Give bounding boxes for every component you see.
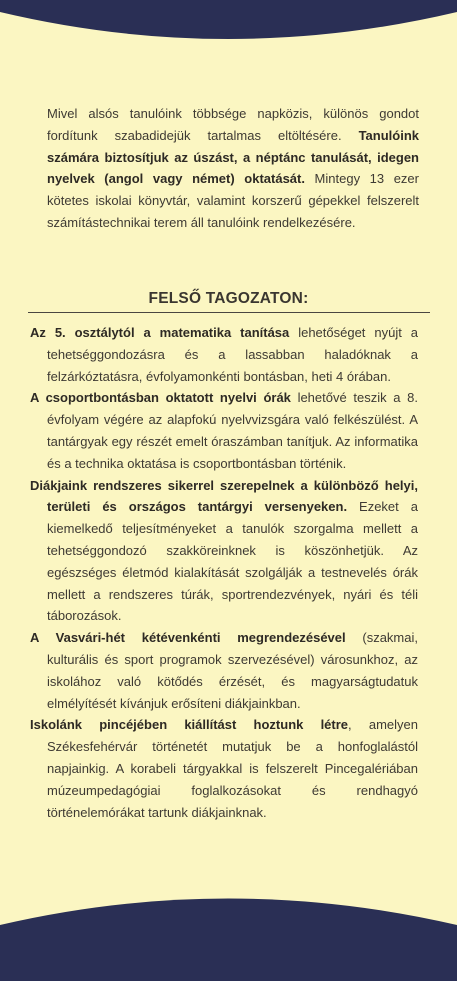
paragraph-exhibition — [30, 714, 418, 823]
paragraph-exhibition-bold: Iskolánk pincéjében kiállítást hoztunk létre — [30, 717, 349, 733]
paragraph-vasvari-week — [30, 627, 418, 714]
intro-paragraph — [47, 103, 419, 234]
paragraph-math-text: lehetőséget nyújt a tehetséggondozásra és a lassabban haladóknak a felzárkóztatásra, évfolyamonkénti bontásban, heti 4 órában. — [47, 325, 418, 384]
paragraph-languages-text: lehetővé teszik a 8. évfolyam végére az alapfokú nyelvvizsgára való felkészülést. A tantárgyak egy részét emelt óraszámban tanítjuk. Az informatika és a technika oktatása is csoportbontásban történik. — [47, 390, 418, 471]
paragraph-exhibition-text: , amelyen Székesfehérvár történetét mutatjuk be a honfoglalástól napjainkig. A korabeli tárgyakkal is felszerelt Pincegalériában múzeumpedagógiai foglalkozásokat és rendhagyó történelemórákat tartunk diákjainknak. — [47, 717, 418, 820]
paragraph-competitions-text: Ezeket a kiemelkedő teljesítményeket a tanulók szorgalma mellett a tehetséggondozó szakköreinknek is köszönhetjük. Az egészséges életmód kialakítását szolgálják a testnevelés órák mellett a rendszeres túrák, sportrendezvények, nyári és téli táborozások. — [47, 499, 418, 624]
paragraph-competitions — [30, 475, 418, 628]
intro-text — [47, 103, 419, 234]
intro-bold-text: Tanulóink számára biztosítjuk az úszást, a néptánc tanulását, idegen nyelvek (angol vagy német) oktatását. — [47, 127, 419, 187]
intro-text-1: Mivel alsós tanulóink többsége napközis, különös gondot fordítunk szabadidejük tartalmas eltöltésére. — [47, 106, 419, 143]
paragraph-vasvari-week-text: (szakmai, kulturális és sport programok szervezésével) városunkhoz, az iskolához való kötődés érzését, és magyarságtudatuk elmélyítését kívánjuk erősíteni diákjainkban. — [47, 630, 418, 711]
paragraph-math-bold: Az 5. osztálytól a matematika tanítása — [30, 325, 290, 340]
paragraph-competitions-bold: Diákjaink rendszeres sikerrel szerepelnek a különböző helyi, területi és országos tantárgyi versenyeken. — [30, 477, 418, 515]
section-body — [30, 322, 418, 823]
intro-text-2: Mintegy 13 ezer kötetes iskolai könyvtár, valamint korszerű gépekkel felszerelt számítástechnikai terem áll tanulóink rendelkezésére. — [47, 171, 419, 230]
paragraph-languages-bold: A csoportbontásban oktatott nyelvi órák — [30, 390, 291, 406]
paragraph-math — [30, 322, 418, 387]
paragraph-vasvari-week-bold: A Vasvári-hét kétévenkénti megrendezésével — [30, 630, 346, 646]
heading-divider — [28, 312, 430, 313]
section-heading: FELSŐ TAGOZATON: — [148, 290, 309, 307]
paragraph-languages — [30, 387, 418, 474]
